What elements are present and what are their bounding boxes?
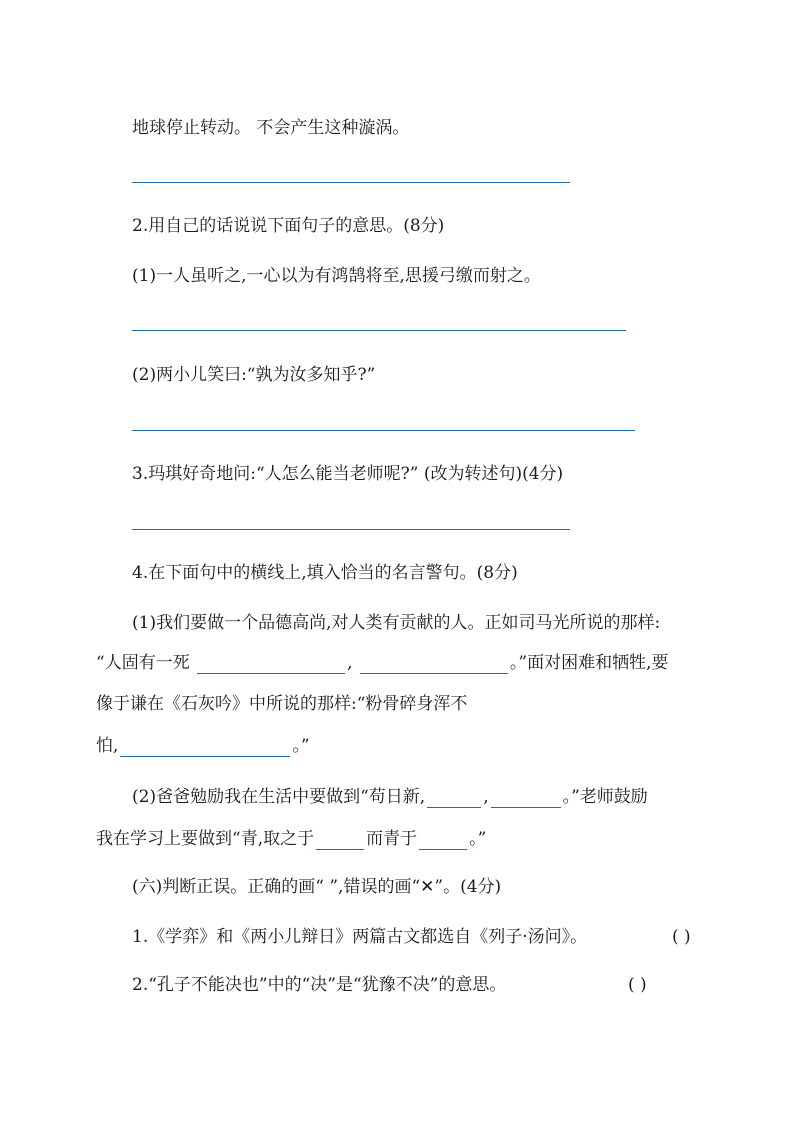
q4-2-a-post: 。”老师鼓励	[562, 787, 648, 807]
line-1: 地球停止转动。 不会产生这种漩涡。	[132, 118, 410, 138]
question-4-1-c: 像于谦在《石灰吟》中所说的那样:“粉骨碎身浑不	[96, 694, 468, 714]
fill-blank-3[interactable]	[120, 738, 290, 757]
answer-line-3[interactable]	[132, 529, 570, 530]
fill-blank-2[interactable]	[360, 655, 508, 674]
answer-line-1[interactable]	[132, 182, 570, 183]
fill-blank-4[interactable]	[427, 789, 481, 808]
q4-2-a-mid: ,	[483, 787, 489, 807]
question-4-1-b	[96, 652, 669, 674]
question-4-title: 4.在下面句中的横线上,填入恰当的名言警句。(8分)	[132, 563, 518, 583]
question-2-1: (1)一人虽听之,一心以为有鸿鹄将至,思援弓缴而射之。	[132, 266, 541, 286]
q4-1-d-post: 。”	[292, 736, 310, 756]
q4-2-a-pre: (2)爸爸勉励我在生活中要做到“苟日新,	[132, 787, 426, 807]
question-4-2-a	[132, 786, 648, 808]
q4-2-b-pre: 我在学习上要做到“青,取之于	[96, 829, 315, 849]
question-4-1-d	[96, 735, 310, 757]
q4-1-b-post: 。”面对困难和牺牲,要	[509, 653, 669, 673]
q4-1-b-pre: “人固有一死	[96, 653, 190, 673]
fill-blank-1[interactable]	[197, 655, 345, 674]
q4-1-d-pre: 怕,	[96, 736, 119, 756]
judge-2: 2.“孔子不能决也”中的“决”是“犹豫不决”的意思。	[132, 975, 507, 995]
fill-blank-5[interactable]	[491, 789, 561, 808]
answer-line-2-1[interactable]	[132, 330, 626, 331]
section-6-title: (六)判断正误。正确的画“ ”,错误的画“✕”。(4分)	[132, 877, 502, 897]
answer-line-2-2[interactable]	[132, 430, 635, 431]
question-4-1-a: (1)我们要做一个品德高尚,对人类有贡献的人。正如司马光所说的那样:	[132, 613, 661, 633]
question-4-2-b	[96, 828, 486, 850]
question-2-2: (2)两小儿笑曰:“孰为汝多知乎?”	[132, 365, 376, 385]
q4-2-b-post: 。”	[469, 829, 487, 849]
fill-blank-7[interactable]	[419, 831, 467, 850]
judge-2-paren[interactable]: ( )	[628, 975, 647, 995]
question-2-title: 2.用自己的话说说下面句子的意思。(8分)	[132, 216, 445, 236]
q4-1-b-mid: ,	[347, 653, 353, 673]
question-3: 3.玛琪好奇地问:“人怎么能当老师呢?” (改为转述句)(4分)	[132, 464, 564, 484]
q4-2-b-mid: 而青于	[366, 829, 418, 849]
judge-1-paren[interactable]: ( )	[672, 927, 691, 947]
fill-blank-6[interactable]	[316, 831, 364, 850]
judge-1: 1.《学弈》和《两小儿辩日》两篇古文都选自《列子·汤问》。	[132, 927, 588, 947]
